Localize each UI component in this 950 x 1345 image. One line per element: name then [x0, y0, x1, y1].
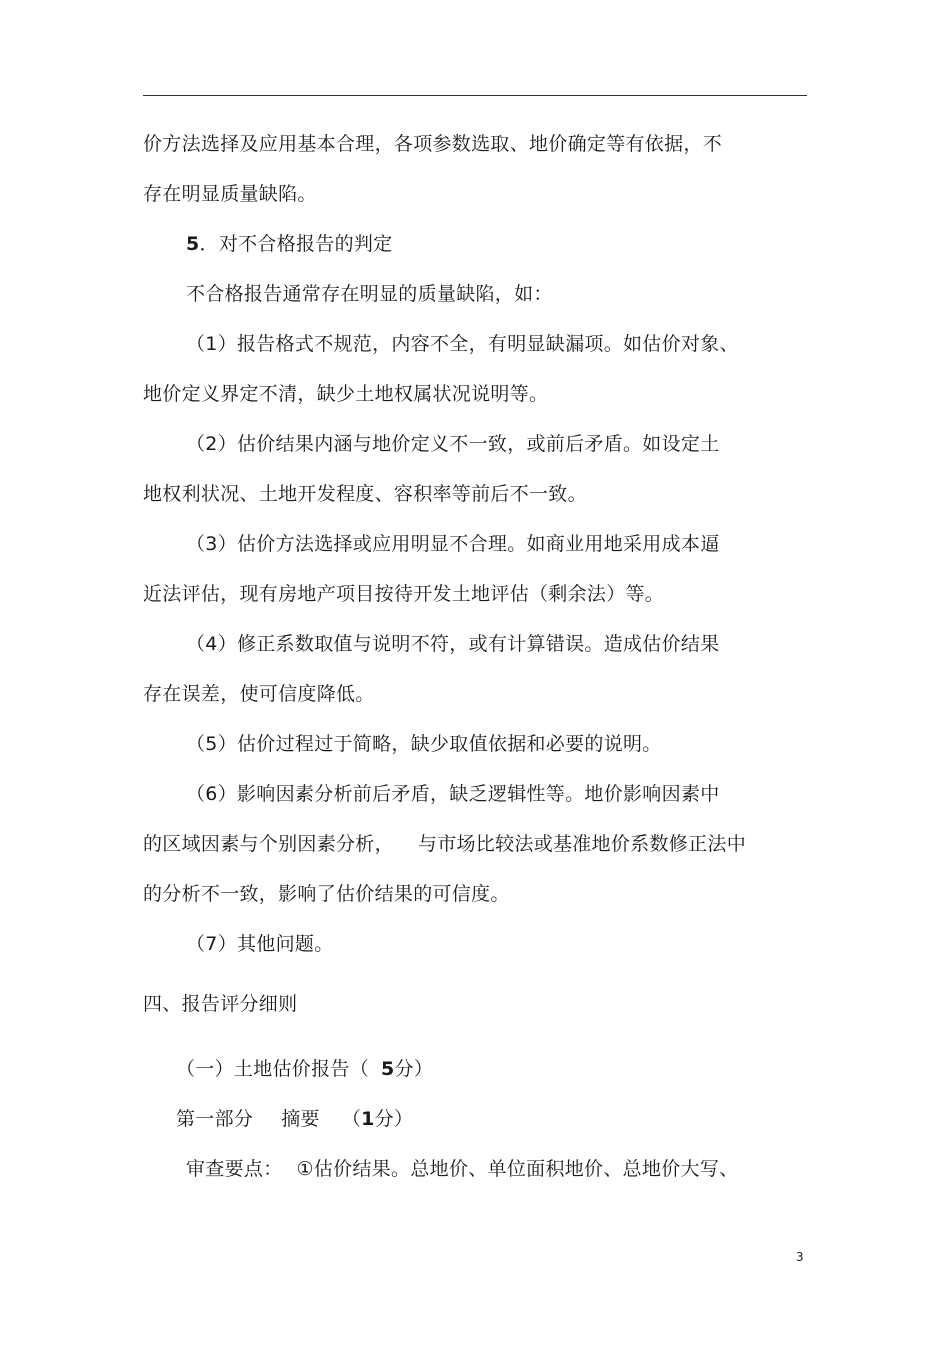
score-number: 5: [381, 1058, 395, 1080]
score-number: 1: [361, 1108, 375, 1130]
list-item: （7）其他问题。: [186, 933, 334, 955]
text-line: 存在误差，使可信度降低。: [143, 683, 375, 705]
list-item: （1）报告格式不规范，内容不全，有明显缺漏项。如估价对象、: [186, 333, 739, 355]
section-number: 5: [186, 233, 200, 255]
text-line: 地价定义界定不清，缺少土地权属状况说明等。: [143, 383, 549, 405]
chapter-heading: 四、报告评分细则: [143, 993, 298, 1015]
text-fragment: ①估价结果。总地价、单位面积地价、总地价大写、: [296, 1158, 739, 1180]
section-heading: [186, 232, 393, 256]
text-line: 存在明显质量缺陷。: [143, 183, 317, 205]
text-fragment: 分）: [394, 1058, 434, 1080]
list-item: （6）影响因素分析前后矛盾，缺乏逻辑性等。地价影响因素中: [186, 783, 720, 805]
header-rule: [143, 95, 807, 96]
text-fragment: （一）土地估价报告（: [176, 1058, 370, 1080]
text-line: 近法评估，现有房地产项目按待开发土地评估（剩余法）等。: [143, 583, 665, 605]
list-item: （4）修正系数取值与说明不符，或有计算错误。造成估价结果: [186, 633, 720, 655]
text-fragment: 的区域因素与个别因素分析，: [143, 833, 394, 855]
label: 审查要点：: [186, 1158, 283, 1180]
part-label: 第一部分: [176, 1108, 254, 1130]
page-number: 3: [796, 1250, 804, 1264]
part-title: 摘要: [281, 1108, 320, 1130]
text-fragment: 与市场比较法或基准地价系数修正法中: [417, 833, 747, 855]
list-item: （3）估价方法选择或应用明显不合理。如商业用地采用成本逼: [186, 533, 720, 555]
text-line: [186, 1157, 738, 1181]
text-fragment: 分）: [374, 1108, 414, 1130]
text-line: 的分析不一致，影响了估价结果的可信度。: [143, 883, 510, 905]
list-item: （5）估价过程过于简略，缺少取值依据和必要的说明。: [186, 733, 662, 755]
text-line: 地权利状况、土地开发程度、容积率等前后不一致。: [143, 483, 587, 505]
subsection-heading: [176, 1057, 433, 1081]
text-line: 价方法选择及应用基本合理，各项参数选取、地价确定等有依据，不: [143, 133, 723, 155]
text-line: 不合格报告通常存在明显的质量缺陷，如：: [186, 283, 553, 305]
text-line: [143, 832, 746, 856]
list-item: （2）估价结果内涵与地价定义不一致，或前后矛盾。如设定土: [186, 433, 720, 455]
section-title: ．对不合格报告的判定: [199, 233, 393, 255]
part-heading: [176, 1107, 413, 1131]
text-fragment: （: [341, 1108, 362, 1130]
